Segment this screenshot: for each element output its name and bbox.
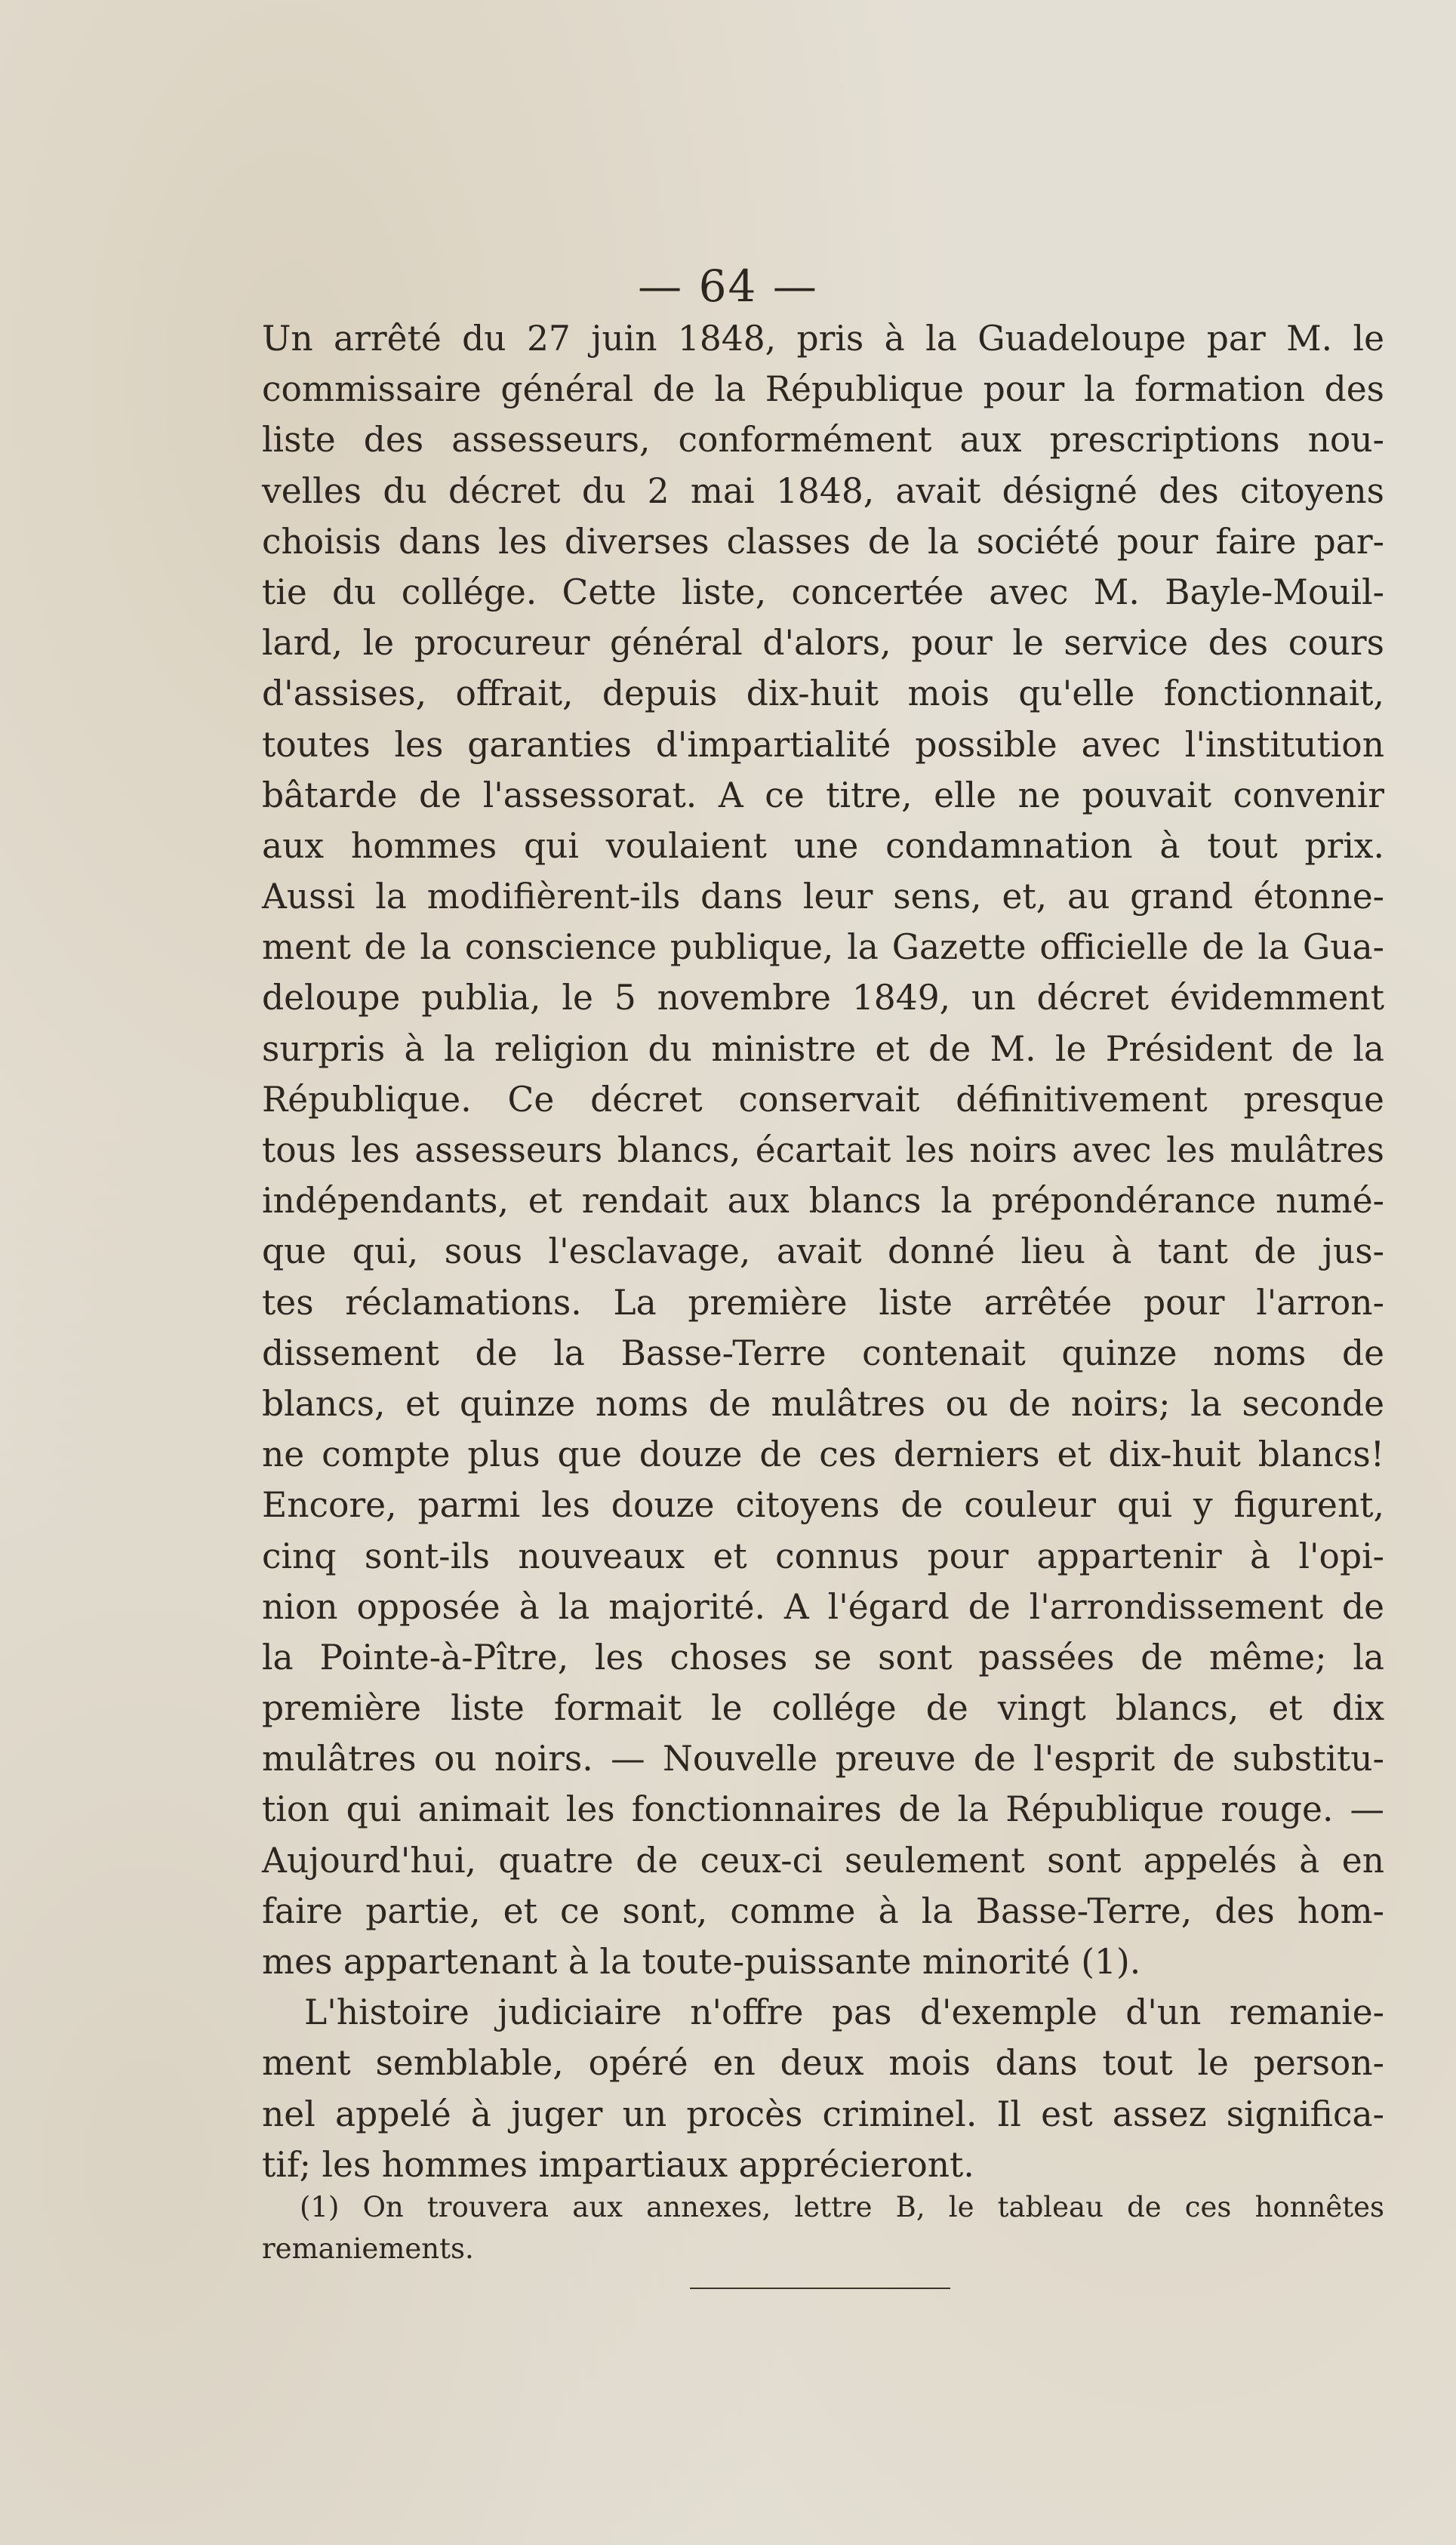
text-line: velles du décret du 2 mai 1848, avait désigné des citoyens — [262, 470, 1384, 511]
text-line: choisis dans les diverses classes de la société pour faire par- — [262, 521, 1384, 562]
text-line: dissement de la Basse-Terre contenait quinze noms de — [262, 1333, 1384, 1373]
text-line: indépendants, et rendait aux blancs la prépondérance numé- — [262, 1181, 1384, 1222]
text-line: Encore, parmi les douze citoyens de couleur qui y figurent, — [262, 1485, 1384, 1526]
text-line: tif; les hommes impartiaux apprécieront. — [262, 2144, 974, 2185]
text-line: bâtarde de l'assessorat. A ce titre, elle ne pouvait convenir — [262, 775, 1384, 815]
footnote-line: (1) On trouvera aux annexes, lettre B, le tableau de ces honnêtes — [300, 2191, 1384, 2223]
text-line: nion opposée à la majorité. A l'égard de l'arrondissement de — [262, 1586, 1384, 1627]
text-line: nel appelé à juger un procès criminel. Il est assez significa- — [262, 2094, 1384, 2134]
page-number: — 64 — — [638, 260, 818, 312]
text-line: d'assises, offrait, depuis dix-huit mois qu'elle fonctionnait, — [262, 673, 1384, 714]
text-line: blancs, et quinze noms de mulâtres ou de noirs; la seconde — [262, 1383, 1384, 1424]
text-line: ment de la conscience publique, la Gazette officielle de la Gua- — [262, 927, 1384, 968]
text-line: Aussi la modifièrent-ils dans leur sens, et, au grand étonne- — [262, 877, 1384, 917]
text-line: surpris à la religion du ministre et de M. le Président de la — [262, 1028, 1384, 1069]
text-line: toutes les garanties d'impartialité possible avec l'institution — [262, 724, 1384, 765]
text-line: Aujourd'hui, quatre de ceux-ci seulement sont appelés à en — [262, 1840, 1384, 1881]
text-line: lard, le procureur général d'alors, pour le service des cours — [262, 623, 1384, 664]
body-text — [262, 313, 1384, 2190]
text-line: L'histoire judiciaire n'offre pas d'exemple d'un remanie- — [304, 1992, 1384, 2033]
footer-rule — [690, 2288, 950, 2289]
text-line: cinq sont-ils nouveaux et connus pour appartenir à l'opi- — [262, 1536, 1384, 1576]
text-line: commissaire général de la République pour la formation des — [262, 369, 1384, 410]
text-line: ment semblable, opéré en deux mois dans tout le person- — [262, 2043, 1384, 2084]
text-line: tion qui animait les fonctionnaires de la République rouge. — — [262, 1789, 1384, 1830]
text-line: tes réclamations. La première liste arrêtée pour l'arron- — [262, 1282, 1384, 1323]
text-line: que qui, sous l'esclavage, avait donné lieu à tant de jus- — [262, 1231, 1384, 1272]
text-line: aux hommes qui voulaient une condamnation à tout prix. — [262, 825, 1384, 866]
text-line: mes appartenant à la toute-puissante minorité (1). — [262, 1942, 1141, 1982]
text-line: faire partie, et ce sont, comme à la Basse-Terre, des hom- — [262, 1890, 1384, 1931]
text-line: Un arrêté du 27 juin 1848, pris à la Guadeloupe par M. le — [262, 319, 1384, 359]
text-line: première liste formait le collége de vingt blancs, et dix — [262, 1688, 1384, 1729]
text-line: République. Ce décret conservait définitivement presque — [262, 1079, 1384, 1120]
footnote — [262, 2186, 1384, 2269]
text-line: liste des assesseurs, conformément aux prescriptions nou- — [262, 420, 1384, 461]
text-line: deloupe publia, le 5 novembre 1849, un décret évidemment — [262, 978, 1384, 1018]
text-line: ne compte plus que douze de ces derniers et dix-huit blancs! — [262, 1434, 1384, 1475]
text-line: mulâtres ou noirs. — Nouvelle preuve de l'esprit de substitu- — [262, 1739, 1384, 1779]
footnote-line: remaniements. — [262, 2232, 474, 2265]
text-line: tie du collége. Cette liste, concertée avec M. Bayle-Mouil- — [262, 572, 1384, 612]
text-line: la Pointe-à-Pître, les choses se sont passées de même; la — [262, 1637, 1384, 1678]
text-line: tous les assesseurs blancs, écartait les noirs avec les mulâtres — [262, 1130, 1384, 1170]
